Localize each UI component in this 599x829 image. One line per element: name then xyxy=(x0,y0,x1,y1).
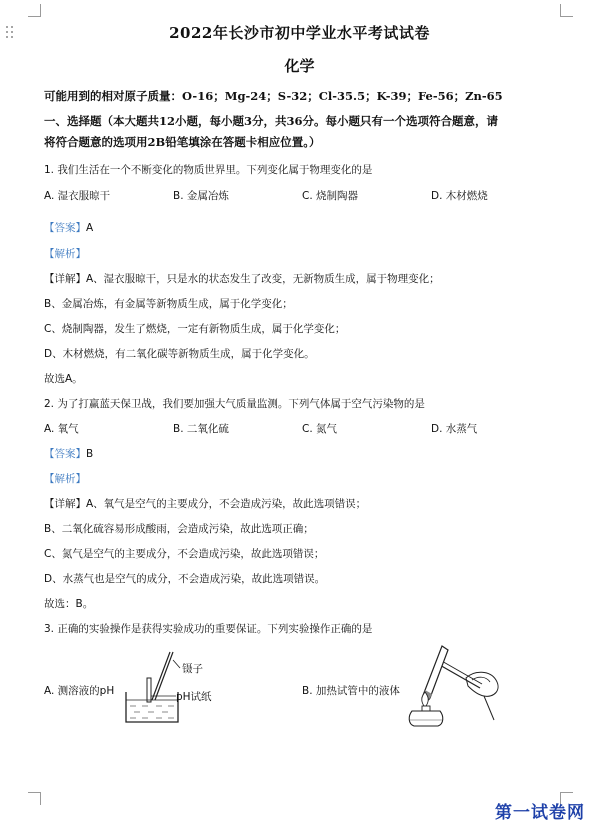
ph-test-figure xyxy=(118,648,248,728)
q1-conclusion: 故选A。 xyxy=(44,373,83,385)
page-title: 2022年长沙市初中学业水平考试试卷 xyxy=(169,24,430,42)
q2-option-a: A. 氧气 xyxy=(44,423,79,435)
tweezers-arm xyxy=(155,652,173,700)
q1-option-a: A. 湿衣服晾干 xyxy=(44,190,111,202)
atomic-mass-line: 可能用到的相对原子质量：O-16；Mg-24；S-32；Cl-35.5；K-39；Fe-56；Zn-65 xyxy=(44,89,503,103)
answer-tag: 【答案】 xyxy=(44,448,86,460)
q1-answer-value: A xyxy=(86,222,94,234)
q2-detail-line: B、二氧化硫容易形成酸雨，会造成污染，故此选项正确； xyxy=(44,523,314,535)
q2-detail-line: 【详解】A、氧气是空气的主要成分，不会造成污染，故此选项错误； xyxy=(44,498,367,510)
hand xyxy=(466,672,498,696)
q1-answer xyxy=(44,220,93,235)
q2-option-b: B. 二氧化硫 xyxy=(173,423,229,435)
q2-analysis-tag: 【解析】 xyxy=(44,473,86,485)
section-heading-line2: 将符合题意的选项用2B铅笔填涂在答题卡相应位置。） xyxy=(44,135,321,149)
q1-option-c: C. 烧制陶器 xyxy=(302,190,359,202)
q3-option-b: B. 加热试管中的液体 xyxy=(302,685,400,697)
q2-answer xyxy=(44,446,93,461)
q1-detail-line: C、烧制陶器，发生了燃烧，一定有新物质生成，属于化学变化； xyxy=(44,323,346,335)
q2-option-d: D. 水蒸气 xyxy=(431,423,478,435)
ph-paper-label: pH试纸 xyxy=(176,691,212,703)
q2-detail-line: C、氮气是空气的主要成分，不会造成污染，故此选项错误； xyxy=(44,548,325,560)
q3-stem: 3. 正确的实验操作是获得实验成功的重要保证。下列实验操作正确的是 xyxy=(44,623,373,635)
q1-analysis-tag: 【解析】 xyxy=(44,248,86,260)
q2-stem: 2. 为了打赢蓝天保卫战，我们要加强大气质量监测。下列气体属于空气污染物的是 xyxy=(44,398,425,410)
q1-detail-line: 【详解】A、湿衣服晾干，只是水的状态发生了改变，无新物质生成，属于物理变化； xyxy=(44,273,440,285)
q1-detail-line: B、金属冶炼，有金属等新物质生成，属于化学变化； xyxy=(44,298,293,310)
q2-option-c: C. 氮气 xyxy=(302,423,338,435)
tweezers-arm xyxy=(152,652,170,700)
q1-detail-line: D、木材燃烧，有二氧化碳等新物质生成，属于化学变化。 xyxy=(44,348,315,360)
corner-mark-bottom-left xyxy=(28,792,41,805)
q1-option-b: B. 金属冶炼 xyxy=(173,190,229,202)
site-watermark: 第一试卷网 xyxy=(495,803,585,823)
section-heading-line1: 一、选择题（本大题共12小题，每小题3分，共36分。每小题只有一个选项符合题意，请 xyxy=(44,114,499,128)
q3-option-a: A. 测溶液的pH xyxy=(44,685,115,697)
alcohol-lamp xyxy=(409,711,443,726)
ph-paper-strip xyxy=(147,678,151,702)
subject-title: 化学 xyxy=(284,57,315,75)
corner-mark-top-left xyxy=(28,4,41,17)
q2-detail-line: D、水蒸气也是空气的成分，不会造成污染，故此选项错误。 xyxy=(44,573,326,585)
beaker xyxy=(126,692,178,722)
heating-test-tube-figure xyxy=(398,640,518,730)
answer-tag: 【答案】 xyxy=(44,222,86,234)
q1-stem: 1. 我们生活在一个不断变化的物质世界里。下列变化属于物理变化的是 xyxy=(44,164,373,176)
q2-answer-value: B xyxy=(86,448,94,460)
tweezers-label: 镊子 xyxy=(182,663,203,675)
q2-conclusion: 故选：B。 xyxy=(44,598,94,610)
corner-mark-top-right xyxy=(560,4,573,17)
q1-option-d: D. 木材燃烧 xyxy=(431,190,488,202)
